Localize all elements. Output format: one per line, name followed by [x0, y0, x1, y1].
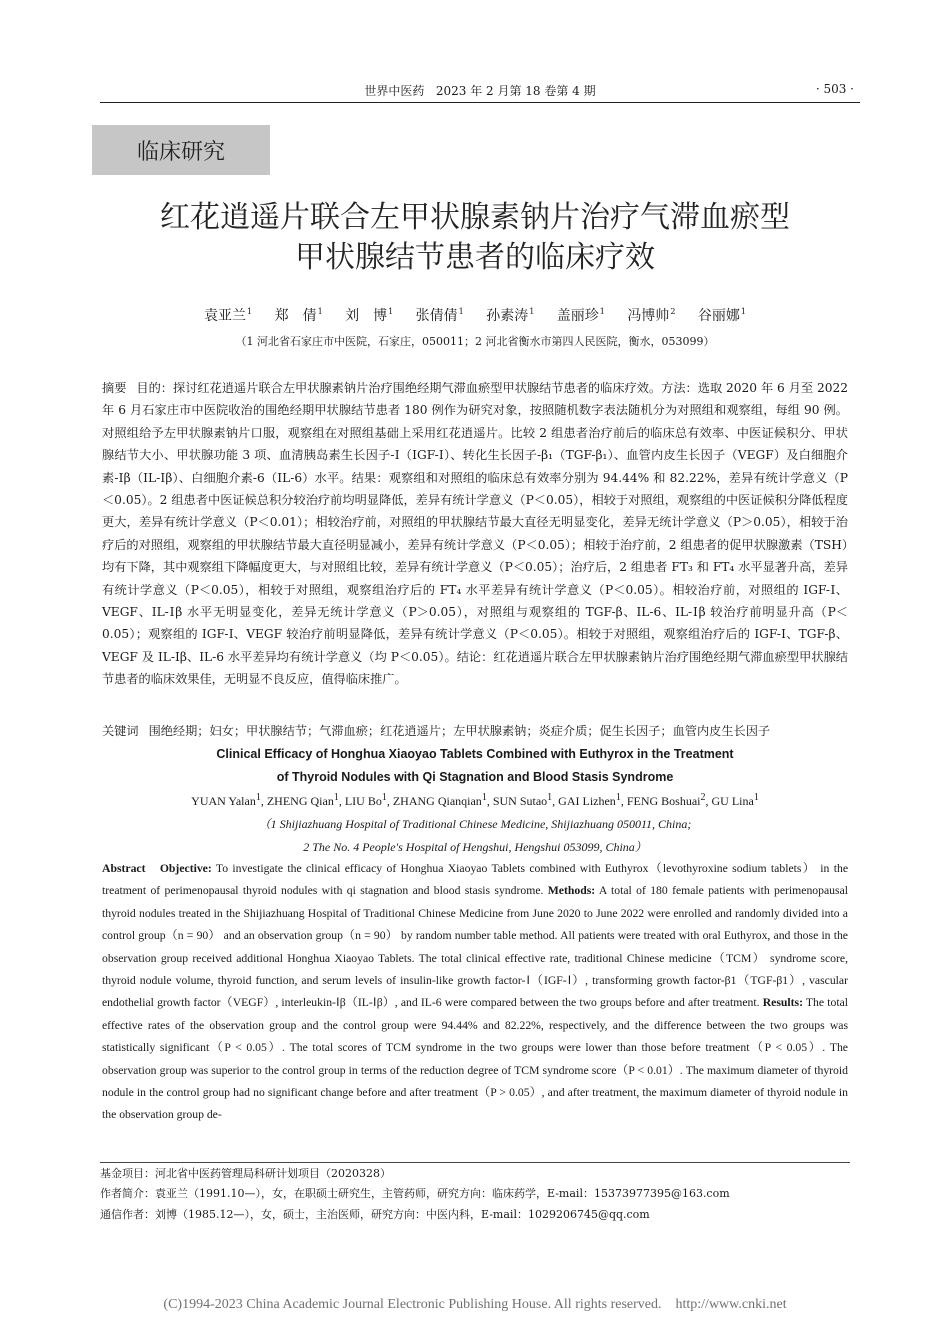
author-cn: 冯博帅$^2$: [627, 307, 676, 324]
footnote-fund: 基金项目：河北省中医药管理局科研计划项目（2020328）: [100, 1167, 391, 1180]
author-cn: 刘 博$^1$: [345, 307, 394, 324]
author-en: ZHANG Qianqian$^1$: [392, 792, 487, 808]
affiliation-cn: （1 河北省石家庄市中医院，石家庄，050011；2 河北省衡水市第四人民医院，衡水，053099）: [235, 335, 715, 348]
issue-info: 2023 年 2 月第 18 卷第 4 期: [435, 84, 596, 98]
methods-text: A total of 180 female patients with perimenopausal thyroid nodules treated in the Shijiazhuang Hospital of Traditional Chinese Medicine from June 2020 to June 2022 were enrolled and randomly divided into a control group（n = 90） and an observation group（n = 90） by random number table method. All patients were treated with oral Euthyrox, and those in the observation group received additional Honghua Xiaoyao Tablets. The total clinical effective rate, traditional Chinese medicine（TCM） syndrome score, thyroid nodule volume, thyroid function, and serum levels of insulin-like growth factor-Ⅰ（IGF-Ⅰ）, transforming growth factor-β1（TGF-β1）, vascular endothelial growth factor（VEGF）, interleukin-Ⅰβ（IL-Ⅰβ）, and IL-6 were compared between the two groups before and after treatment.: [102, 884, 848, 1010]
copyright-text: (C)1994-2023 China Academic Journal Electronic Publishing House. All rights reserved.: [163, 1297, 662, 1312]
running-header: [100, 80, 860, 103]
journal-name: 世界中医药: [364, 84, 425, 98]
authors-en: YUAN Yalan$^1$, ZHENG Qian$^1$, LIU Bo$^1$, ZHANG Qianqian$^1$, SUN Sutao$^1$, GAI Lizhen$^1$, FENG Boshuai$^2$, GU Lina$^1$: [191, 792, 759, 808]
title-cn-line1: 红花逍遥片联合左甲状腺素钠片治疗气滞血瘀型: [160, 200, 790, 235]
author-en: GU Lina$^1$: [711, 792, 759, 808]
author-en: FENG Boshuai$^2$: [626, 792, 706, 808]
affiliation-en-line2: 2 The No. 4 People's Hospital of Hengshui, Hengshui 053099, China）: [303, 840, 647, 854]
author-en: ZHENG Qian$^1$: [266, 792, 339, 808]
objective-text: To investigate the clinical efficacy of Honghua Xiaoyao Tablets combined with Euthyrox（levothyroxine sodium tablets） in the treatment of perimenopausal thyroid nodules with qi stagnation and blood stasis syndrome.: [102, 862, 849, 898]
methods-label: Methods:: [547, 884, 596, 898]
abstract-en-label: Abstract: [102, 862, 146, 875]
keywords-cn-text: 围绝经期；妇女；甲状腺结节；气滞血瘀；红花逍遥片；左甲状腺素钠；炎症介质；促生长因子；血管内皮生长因子: [148, 724, 771, 738]
copyright-line: [0, 1297, 950, 1313]
keywords-cn-label: 关键词: [102, 724, 139, 738]
footnote-author: 作者简介：袁亚兰（1991.10—），女，在职硕士研究生，主管药师，研究方向：临床药学，E-mail：15373977395@163.com: [100, 1187, 730, 1200]
page-number: · 503 ·: [815, 82, 854, 96]
author-cn: 孙素涛$^1$: [486, 307, 535, 324]
abstract-en: [102, 858, 848, 1127]
cnki-link[interactable]: http://www.cnki.net: [675, 1297, 787, 1312]
author-en: SUN Sutao$^1$: [492, 792, 553, 808]
title-cn-line2: 甲状腺结节患者的临床疗效: [295, 240, 655, 275]
author-cn: 郑 倩$^1$: [274, 307, 323, 324]
author-en: LIU Bo$^1$: [344, 792, 387, 808]
author-cn: 袁亚兰$^1$: [204, 307, 253, 324]
section-label: 临床研究: [92, 125, 270, 175]
author-cn: 谷丽娜$^1$: [697, 307, 746, 324]
footnote-corresponding: 通信作者：刘博（1985.12—），女，硕士，主治医师，研究方向：中医内科，E-mail：1029206745@qq.com: [100, 1208, 650, 1221]
author-en: YUAN Yalan$^1$: [191, 792, 261, 808]
results-text: The total effective rates of the observation group and the control group were 94.44% and 82.22%, respectively, and the difference between the two groups was statistically significant（P < 0.05）. The total scores of TCM syndrome in the two groups were lower than those before treatment（P < 0.05）. The observation group was superior to the control group in terms of the reduction degree of TCM syndrome score（P < 0.01）. The maximum diameter of thyroid nodule in the control group had no significant change before and after treatment（P > 0.05）, and after treatment, the maximum diameter of thyroid nodule in the observation group de-: [102, 996, 849, 1122]
author-en: GAI Lizhen$^1$: [558, 792, 621, 808]
author-cn: 张倩倩$^1$: [415, 307, 464, 324]
title-en-line2: of Thyroid Nodules with Qi Stagnation and Blood Stasis Syndrome: [276, 770, 674, 784]
journal-issue-line: [100, 82, 860, 99]
results-label: Results:: [762, 996, 803, 1010]
title-en-line1: Clinical Efficacy of Honghua Xiaoyao Tablets Combined with Euthyrox in the Treatment: [216, 747, 734, 761]
authors-cn: [0, 305, 950, 325]
keywords-cn: [102, 721, 848, 741]
objective-label: Objective:: [159, 862, 212, 875]
abstract-cn-text: 目的：探讨红花逍遥片联合左甲状腺素钠片治疗围绝经期气滞血瘀型甲状腺结节患者的临床疗效。方法：选取 2020 年 6 月至 2022 年 6 月石家庄市中医院收治的围绝经期甲状腺结节患者 180 例作为研究对象，按照随机数字表法随机分为对照组和观察组，每组 90 例。对照组给予左甲状腺素钠片口服，观察组在对照组基础上采用红花逍遥片。比较 2 组患者治疗前后的临床总有效率、中医证候积分、甲状腺结节大小、甲状腺功能 3 项、血清胰岛素生长因子-Ⅰ（IGF-Ⅰ）、转化生长因子-β₁（TGF-β₁）、血管内皮生长因子（VEGF）及白细胞介素-Ⅰβ（IL-Ⅰβ）、白细胞介素-6（IL-6）水平。结果：观察组和对照组的临床总有效率分别为 94.44% 和 82.22%，差异有统计学意义（P＜0.05）。2 组患者中医证候总积分较治疗前均明显降低，差异有统计学意义（P＜0.05），相较于对照组，观察组的中医证候积分降低程度更大，差异有统计学意义（P＜0.01）；相较治疗前，对照组的甲状腺结节最大直径无明显变化，差异无统计学意义（P＞0.05），相较于治疗后的对照组，观察组的甲状腺结节最大直径明显减小，差异有统计学意义（P＜0.05）；相较于治疗前，2 组患者的促甲状腺激素（TSH）均有下降，其中观察组下降幅度更大，与对照组比较，差异有统计学意义（P＜0.05）；治疗后，2 组患者 FT₃ 和 FT₄ 水平显著升高，差异有统计学意义（P＜0.05），相较于对照组，观察组治疗后的 FT₄ 水平差异有统计学意义（P＜0.05）。相较治疗前，对照组的 IGF-Ⅰ、VEGF、IL-Ⅰβ 水平无明显变化，差异无统计学意义（P＞0.05），对照组与观察组的 TGF-β、IL-6、IL-Ⅰβ 较治疗前明显升高（P＜0.05）；观察组的 IGF-Ⅰ、VEGF 较治疗前明显降低，差异有统计学意义（P＜0.05）。相较于对照组，观察组治疗后的 IGF-Ⅰ、TGF-β、VEGF 及 IL-Ⅰβ、IL-6 水平差异均有统计学意义（均 P＜0.05）。结论：红花逍遥片联合左甲状腺素钠片治疗围绝经期气滞血瘀型甲状腺结节患者的临床效果佳，无明显不良反应，值得临床推广。: [102, 381, 848, 687]
footnote-divider: [100, 1162, 850, 1163]
abstract-cn-label: 摘要: [102, 381, 127, 395]
abstract-cn: [102, 377, 848, 691]
affiliation-en-line1: （1 Shijiazhuang Hospital of Traditional Chinese Medicine, Shijiazhuang 050011, China;: [258, 817, 692, 831]
author-cn: 盖丽珍$^1$: [556, 307, 605, 324]
